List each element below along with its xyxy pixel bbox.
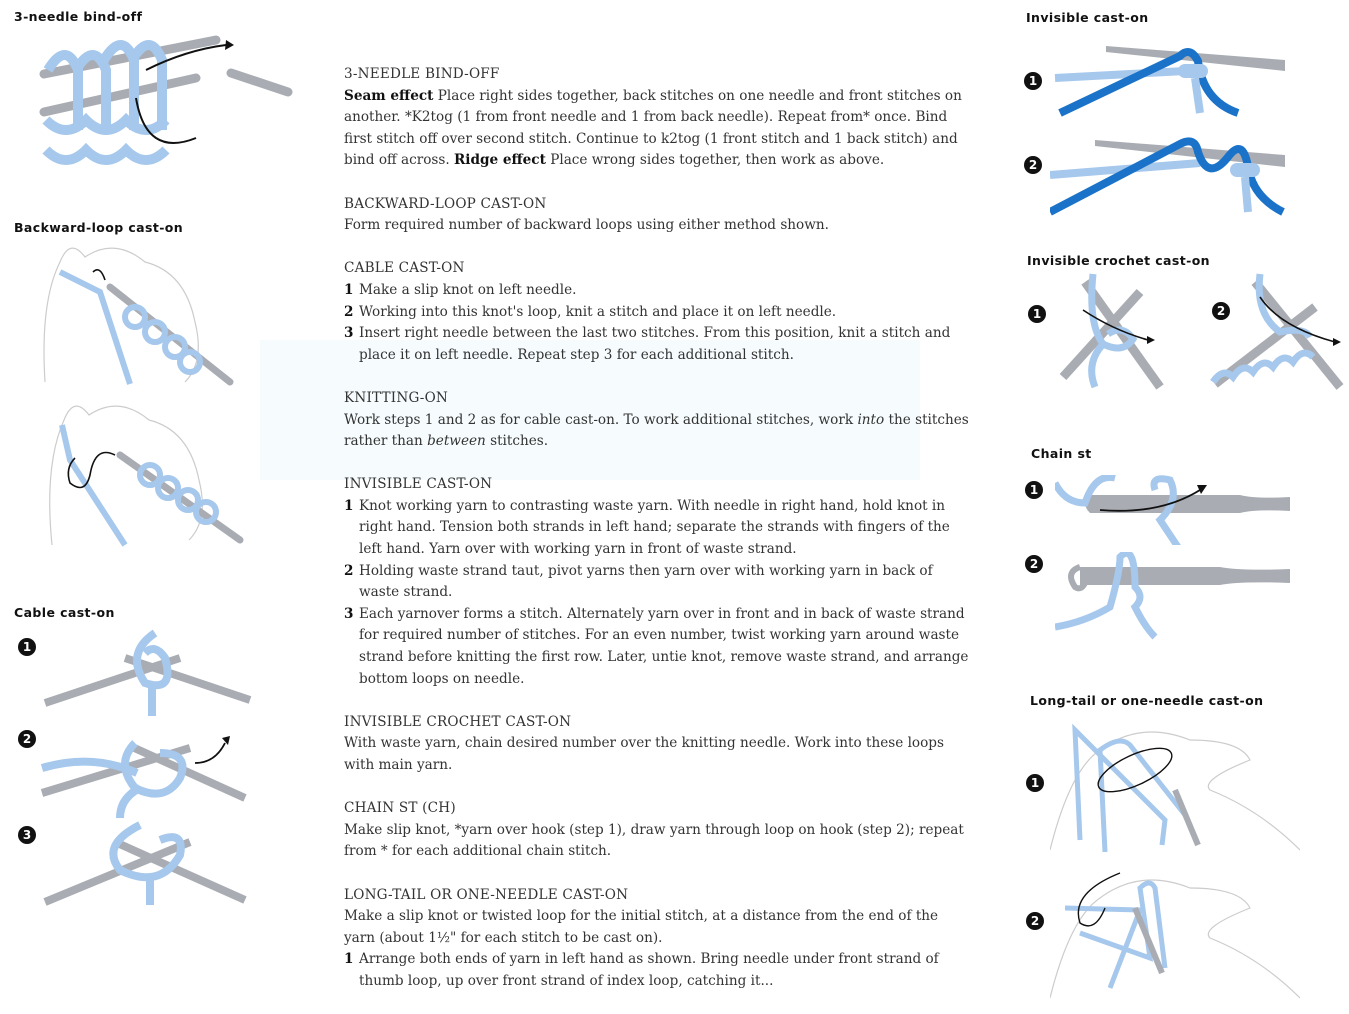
body-text: stitches.	[485, 433, 549, 450]
section-heading: 3-NEEDLE BIND-OFF	[344, 66, 500, 82]
backward-loop-illustration-2	[40, 400, 250, 550]
step-badge-1: 1	[1026, 774, 1044, 792]
step-badge-2: 2	[1026, 912, 1044, 930]
emphasis-text: into	[857, 411, 885, 428]
seam-effect-label: Seam effect	[344, 87, 434, 104]
section-body: Make a slip knot or twisted loop for the initial stitch, at a distance from the end of the yarn (about 1½" for each stitch to be cast on).	[344, 908, 939, 946]
three-needle-illustration	[36, 30, 296, 170]
invisible-crochet-step-1-illustration	[1055, 272, 1175, 392]
step-number: 3	[344, 325, 354, 342]
step-text: Arrange both ends of yarn in left hand as shown. Bring needle under front strand of thumb loop, up over front strand of index loop, catching it...	[359, 951, 939, 989]
step-badge-1: 1	[1024, 72, 1042, 90]
body-text: the stitches rather than	[344, 411, 969, 450]
step-item	[344, 323, 970, 366]
emphasis-text: between	[427, 433, 486, 450]
caption-invisible-crochet: Invisible crochet cast-on	[1027, 253, 1210, 268]
section-heading: BACKWARD-LOOP CAST-ON	[344, 195, 547, 212]
backward-loop-illustration-1	[40, 242, 240, 390]
invisible-step-2-illustration	[1050, 130, 1290, 218]
step-badge-2: 2	[1025, 555, 1043, 573]
cable-step-1-illustration	[40, 628, 255, 718]
step-badge-1: 1	[1028, 305, 1046, 323]
step-item	[344, 561, 970, 604]
caption-three-needle: 3-needle bind-off	[14, 9, 143, 24]
step-item	[344, 496, 970, 561]
ridge-effect-label: Ridge effect	[454, 152, 546, 169]
step-text: Each yarnover forms a stitch. Alternately yarn over in front and in back of waste strand for required number of stitches. For an even number, twist working yarn around waste strand before knitting the first row. Later, untie knot, remove waste strand, and arrange bottom loops on needle.	[359, 605, 969, 687]
step-number: 2	[344, 303, 354, 320]
caption-invisible: Invisible cast-on	[1026, 10, 1149, 25]
step-item	[344, 604, 970, 690]
step-badge-3: 3	[18, 826, 36, 844]
step-number: 2	[344, 562, 354, 579]
instructions-text	[344, 64, 970, 1014]
chain-step-2-illustration	[1055, 552, 1295, 640]
caption-chain: Chain st	[1031, 446, 1092, 461]
step-number: 1	[344, 951, 354, 968]
section-heading: INVISIBLE CAST-ON	[344, 476, 493, 493]
section-cable	[344, 258, 970, 366]
step-item	[344, 949, 970, 992]
section-backward-loop	[344, 194, 970, 237]
step-item	[344, 280, 970, 302]
step-badge-2: 2	[1024, 156, 1042, 174]
section-heading: CHAIN ST (CH)	[344, 800, 456, 817]
section-heading: INVISIBLE CROCHET CAST-ON	[344, 713, 572, 730]
step-text: Knot working yarn to contrasting waste yarn. With needle in right hand, hold knot in right hand. Tension both strands in left hand; separate the strands with fingers of the left hand. Yarn over with working yarn in front of waste strand.	[359, 497, 950, 558]
section-body	[344, 86, 970, 172]
cable-step-3-illustration	[40, 820, 255, 910]
chain-step-1-illustration	[1055, 475, 1295, 545]
step-text: Insert right needle between the last two stitches. From this position, knit a stitch and place it on left needle. Repeat step 3 for each additional stitch.	[359, 325, 951, 363]
step-badge-1: 1	[18, 638, 36, 656]
body-text: Work steps 1 and 2 as for cable cast-on. To work additional stitches, work	[344, 411, 858, 428]
section-invisible-crochet	[344, 712, 970, 777]
caption-long-tail: Long-tail or one-needle cast-on	[1030, 693, 1264, 708]
cable-step-2-illustration	[40, 728, 255, 818]
step-badge-2: 2	[1212, 302, 1230, 320]
ridge-effect-text: Place wrong sides together, then work as above.	[545, 152, 885, 169]
step-text: Holding waste strand taut, pivot yarns then yarn over with working yarn in back of waste strand.	[359, 562, 933, 601]
invisible-step-1-illustration	[1050, 38, 1290, 118]
step-item	[344, 302, 970, 324]
long-tail-step-1-illustration	[1050, 720, 1300, 855]
caption-backward-loop: Backward-loop cast-on	[14, 220, 184, 235]
long-tail-step-2-illustration	[1050, 868, 1300, 1003]
step-number: 3	[344, 605, 354, 622]
section-heading: CABLE CAST-ON	[344, 260, 465, 277]
section-three-needle	[344, 64, 970, 172]
step-number: 1	[344, 497, 354, 514]
invisible-crochet-step-2-illustration	[1205, 272, 1345, 392]
caption-cable: Cable cast-on	[14, 605, 115, 620]
step-badge-1: 1	[1025, 481, 1043, 499]
step-number: 1	[344, 281, 354, 298]
step-badge-2: 2	[18, 730, 36, 748]
section-long-tail	[344, 885, 970, 993]
seam-effect-text: Place right sides together, back stitches on one needle and front stitches on another. *K2tog (1 from front needle and 1 from back needle). Repeat from* once. Bind first stitch off over second stitch. Continue to k2tog (1 front stitch and 1 back stitch) and bind off across.	[344, 87, 962, 169]
section-body: With waste yarn, chain desired number over the knitting needle. Work into these loops with main yarn.	[344, 735, 944, 773]
section-invisible	[344, 474, 970, 690]
step-text: Make a slip knot on left needle.	[359, 281, 577, 298]
section-chain	[344, 798, 970, 863]
section-heading: KNITTING-ON	[344, 389, 449, 406]
section-body	[344, 410, 970, 453]
section-knitting-on	[344, 388, 970, 453]
section-body: Make slip knot, *yarn over hook (step 1), draw yarn through loop on hook (step 2); repeat from * for each additional chain stitch.	[344, 821, 964, 860]
section-heading: LONG-TAIL OR ONE-NEEDLE CAST-ON	[344, 886, 629, 903]
step-text: Working into this knot's loop, knit a stitch and place it on left needle.	[359, 303, 837, 320]
section-body: Form required number of backward loops using either method shown.	[344, 217, 829, 234]
